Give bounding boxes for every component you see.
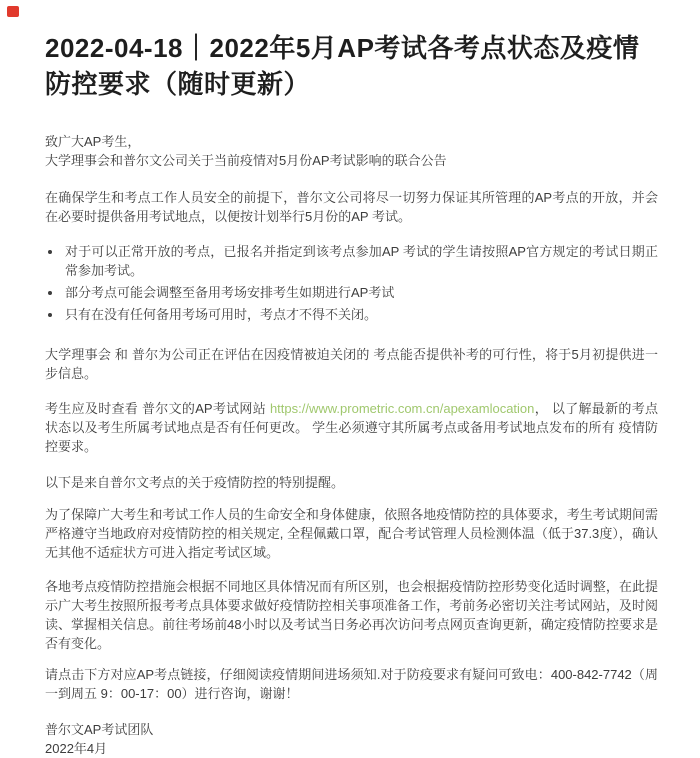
red-badge-icon: [7, 6, 19, 17]
website-paragraph-suffix: ， 以了解最新的考点状态以及考生所属考试地点是否有任何更改。 学生必须遵守其所属考点或备用考试地点发布的所有 疫情防控要求。: [45, 401, 658, 454]
special-reminder-intro: 以下是来自普尔文考点的关于疫情防控的特别提醒。: [45, 475, 345, 490]
prometric-exam-location-link[interactable]: https://www.prometric.com.cn/apexamlocation: [269, 401, 535, 416]
signature: 普尔文AP考试团队: [45, 722, 154, 737]
status-bullet-list: [45, 242, 658, 324]
page-title: 2022-04-18｜2022年5月AP考试各考点状态及疫情防控要求（随时更新）: [45, 33, 640, 99]
list-item: • 只有在没有任何备用考场可用时，考点才不得不关闭。: [63, 305, 658, 324]
list-item: • 部分考点可能会调整至备用考场安排考生如期进行AP考试: [63, 283, 658, 302]
intro-paragraph: 在确保学生和考点工作人员安全的前提下，普尔文公司将尽一切努力保证其所管理的AP考点的开放，并会在必要时提供备用考试地点，以便按计划举行5月份的AP 考试。: [45, 190, 658, 224]
website-paragraph-prefix: 考生应及时查看 普尔文的AP考试网站: [45, 401, 270, 416]
makeup-exam-assessment-paragraph: 大学理事会 和 普尔为公司正在评估在因疫情被迫关闭的 考点能否提供补考的可行性，将于5月初提供进一步信息。: [45, 347, 658, 381]
contact-hotline-paragraph: 请点击下方对应AP考点链接，仔细阅读疫情期间进场须知.对于防疫要求有疑问可致电：400-842-7742（周一到周五 9：00-17：00）进行咨询，谢谢！: [45, 667, 658, 701]
list-item: • 对于可以正常开放的考点，已报名并指定到该考点参加AP 考试的学生请按照AP官方规定的考试日期正常参加考试。: [63, 242, 658, 280]
salutation: 致广大AP考生，: [45, 134, 141, 149]
health-requirements-paragraph: 为了保障广大考生和考试工作人员的生命安全和身体健康，依照各地疫情防控的具体要求，考生考试期间需严格遵守当地政府对疫情防控的相关规定, 全程佩戴口罩，配合考试管理人员检测体温（低于37.3度），确认无其他不适症状方可进入指定考试区域。: [45, 507, 658, 560]
local-measures-paragraph: 各地考点疫情防控措施会根据不同地区具体情况而有所区别，也会根据疫情防控形势变化适时调整，在此提示广大考生按照所报考考点具体要求做好疫情防控相关事项准备工作，考前务必密切关注考试网站，及时阅读、掌握相关信息。前往考场前48小时以及考试当日务必再次访问考点网页查询更新，确定疫情防控要求是否有变化。: [45, 579, 658, 651]
signature-date: 2022年4月: [45, 741, 108, 756]
website-paragraph: [45, 399, 658, 456]
joint-announcement-subtitle: 大学理事会和普尔文公司关于当前疫情对5月份AP考试影响的联合公告: [45, 153, 447, 168]
